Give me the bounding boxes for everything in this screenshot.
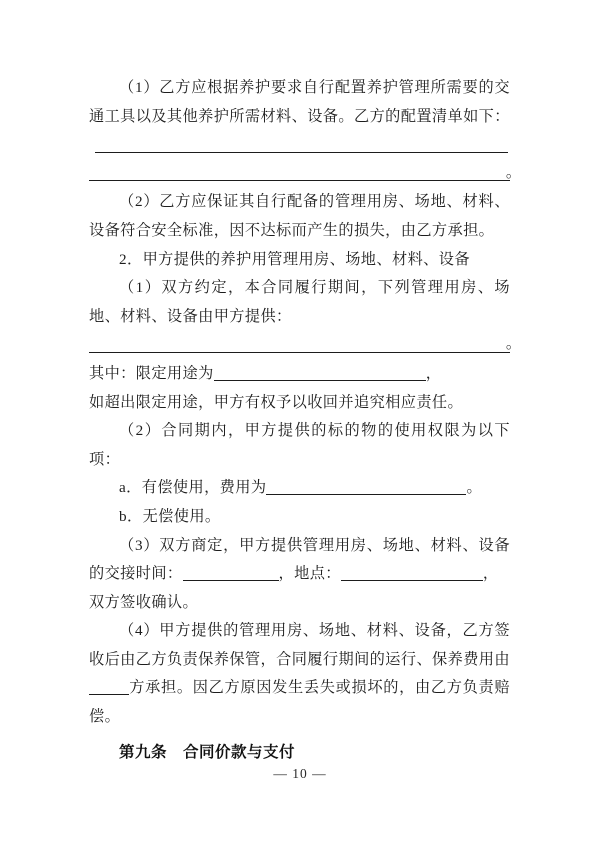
paragraph-2-1 [89,274,510,331]
section-heading-title: 合同价款与支付 [183,742,296,761]
section-heading-9 [89,738,510,767]
paragraph-limited-use [89,360,510,389]
paragraph-limited-use-next: 如超出限定用途，甲方有权予以收回并追究相应责任。 [89,393,464,411]
paragraph-1-1: （1）乙方应根据养护要求自行配置养护管理所需要的交通工具以及其他养护所需材料、设备。乙方的配置清单如下： [89,79,510,125]
paragraph-2-3 [89,532,510,589]
page-footer: — 10 — [273,766,327,781]
limited-use-comma: ， [425,364,442,382]
paragraph-2-heading: 2．甲方提供的养护用管理用房、场地、材料、设备 [119,250,470,268]
blank-underline [89,180,510,181]
blank-line-2-tail: 。 [505,163,521,181]
blank-underline [89,352,510,353]
paragraph-2-2: （2）合同期内，甲方提供的标的物的使用权限为以下项： [89,422,510,468]
blank-line-3-tail: 。 [505,335,521,353]
paragraph-2-4-after: 方承担。因乙方原因发生丢失或损坏的，由乙方负责赔偿。 [89,679,510,726]
limited-use-blank[interactable] [214,366,426,381]
list-item-a-label: a．有偿使用，费用为 [119,479,267,497]
list-item-a [89,474,510,503]
paragraph-2-3-next: 双方签收确认。 [89,593,199,611]
paragraph-2-4-before: （4）甲方提供的管理用房、场地、材料、设备，乙方签收后由乙方负责保养保管，合同履行期间的运行、保养费用由 [89,622,510,668]
paragraph-2-3-mid: ，地点： [278,565,341,583]
handover-place-blank[interactable] [341,566,483,581]
paragraph-1-2: （2）乙方应保证其自行配备的管理用房、场地、材料、设备符合安全标准，因不达标而产生的损失，由乙方承担。 [89,193,510,239]
section-heading-number: 第九条 [119,742,168,761]
handover-time-blank[interactable] [183,566,279,581]
fee-blank[interactable] [266,480,466,495]
fill-in-blank-line-1[interactable] [89,131,510,160]
limited-use-label: 其中：限定用途为 [89,364,214,382]
paragraph-2-1-text: （1）双方约定，本合同履行期间，下列管理用房、场地、材料、设备由甲方提供： [89,279,510,325]
blank-underline [95,152,508,153]
list-item-b: b．无偿使用。 [119,507,221,525]
document-body [89,74,521,766]
paragraph-2-3-comma: ， [482,565,499,583]
paragraph-2-3-text: （3）双方商定，甲方提供管理用房、场地、材料、设备的交接时间： [89,536,510,583]
fill-in-blank-line-2[interactable] [89,160,521,189]
responsible-party-blank[interactable] [89,680,129,695]
paragraph-2-4 [89,617,510,731]
list-item-a-period: 。 [466,479,483,497]
fill-in-blank-line-3[interactable] [89,331,521,360]
